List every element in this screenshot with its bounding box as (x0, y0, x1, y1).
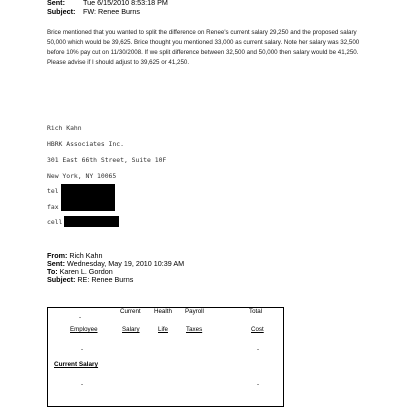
col-header-taxes: Taxes (186, 326, 203, 333)
signature-address-2: New York, NY 10065 (47, 172, 117, 180)
table-dash: - (257, 381, 260, 388)
subject-line (47, 7, 140, 16)
col-header-payroll: Payroll (185, 308, 204, 315)
fwd-subject-value: RE: Renee Burns (77, 275, 134, 284)
fwd-from-label: From: (47, 251, 68, 260)
col-header-life: Life (158, 326, 168, 333)
col-header-cost: Cost (251, 326, 264, 333)
fwd-subject-label: Subject: (47, 275, 76, 284)
message-paragraph: Brice mentioned that you wanted to split the difference on Renee's current salary 29,250 and the proposed salary 50,000 which would be 39,625. Brice thought you mentioned 33,000 as current salary. Note her salary was 32,500 before 10% pay cut on 11/30/2008. If we split difference between 32,500 and 50,000 then salary would be 41,250. Please advise if I should adjust to 39,625 or 41,250. (47, 29, 360, 66)
signature-company: HBRK Associates Inc. (47, 140, 124, 148)
fwd-subject-line (47, 275, 133, 284)
table-dash: - (79, 314, 82, 321)
fwd-from-value: Rich Kahn (69, 251, 103, 260)
fwd-to-label: To: (47, 267, 58, 276)
salary-table (47, 307, 284, 407)
col-header-current: Current (120, 308, 141, 315)
col-header-employee: Employee (70, 326, 98, 333)
fwd-sent-label: Sent: (47, 259, 65, 268)
table-dash: - (257, 346, 260, 353)
sent-label: Sent: (47, 0, 65, 7)
signature-fax-label: fax (47, 203, 59, 211)
redaction-block-fax (61, 197, 115, 211)
fwd-to-value: Karen L. Gordon (59, 267, 113, 276)
signature-name: Rich Kahn (47, 124, 82, 132)
col-header-health: Health (154, 308, 172, 315)
subject-value: FW: Renee Burns (83, 7, 140, 16)
fwd-sent-value: Wednesday, May 19, 2010 10:39 AM (66, 259, 185, 268)
redaction-block-tel (61, 184, 115, 197)
subject-label: Subject: (47, 7, 76, 16)
redaction-block-cell (64, 216, 119, 227)
row-label-current-salary: Current Salary (54, 361, 99, 368)
sent-value: Tue 6/15/2010 8:53:18 PM (83, 0, 168, 7)
signature-cell-label: cell (47, 218, 63, 226)
signature-address-1: 301 East 66th Street, Suite 10F (47, 156, 167, 164)
sent-line (47, 0, 168, 7)
col-header-salary: Salary (122, 326, 140, 333)
message-body (47, 28, 365, 68)
table-dash: - (81, 381, 84, 388)
signature-tel-label: tel (47, 187, 59, 195)
col-header-total: Total (249, 308, 263, 315)
table-dash: - (81, 346, 84, 353)
